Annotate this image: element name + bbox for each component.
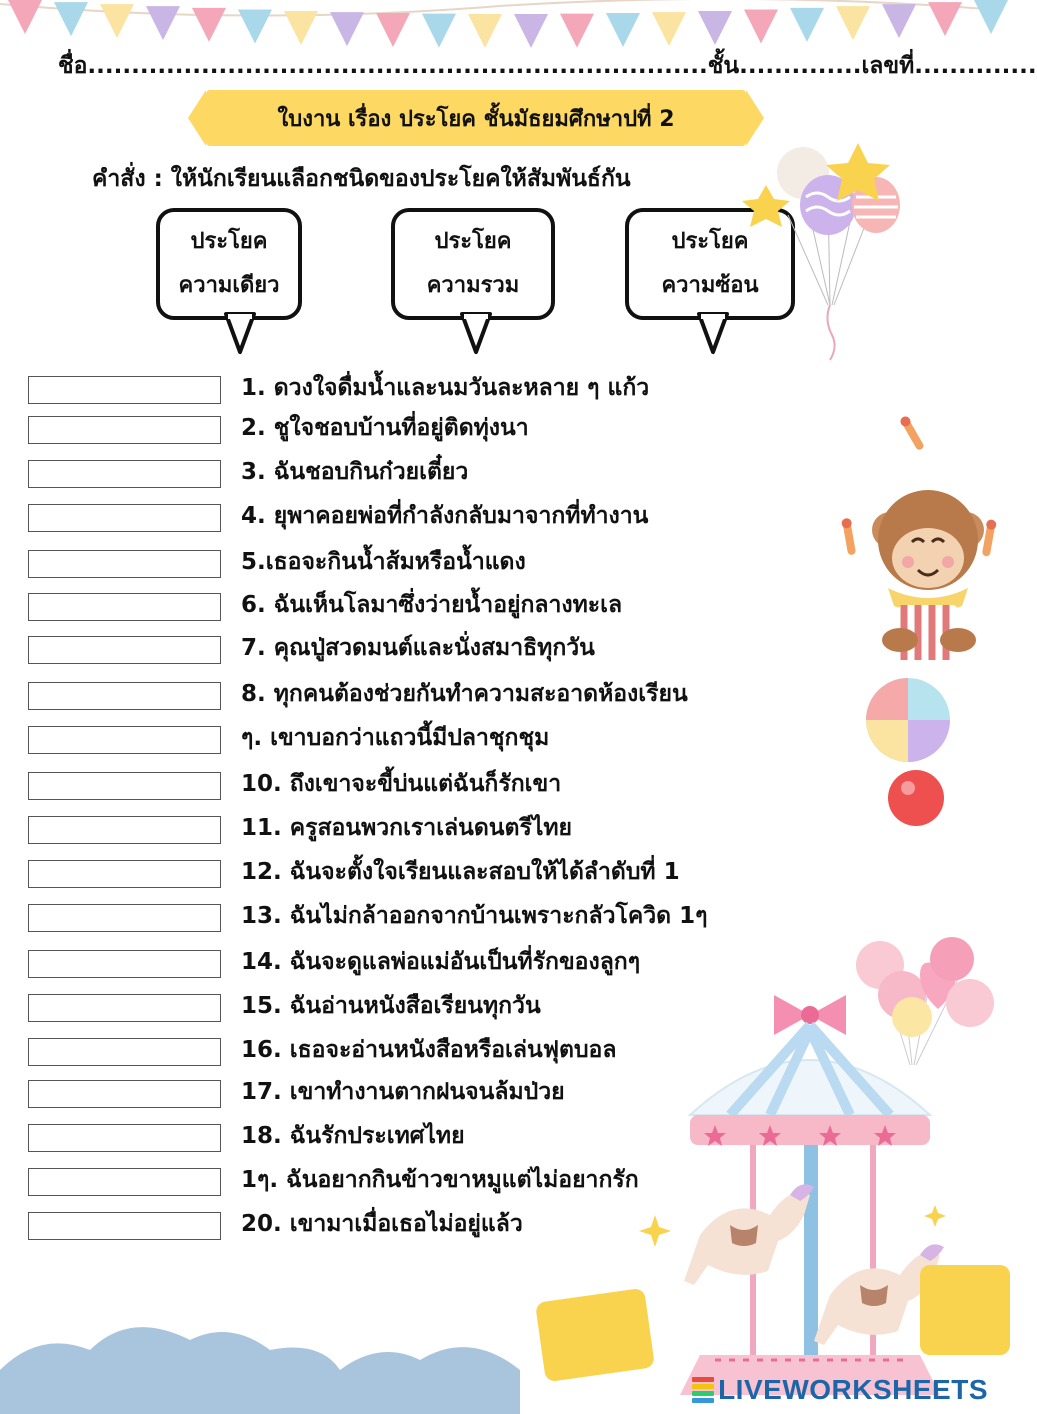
student-info-line <box>58 48 1037 88</box>
answer-dropzone[interactable] <box>28 682 221 710</box>
answer-dropzone[interactable] <box>28 416 221 444</box>
question-text: 5.เธอจะกินน้ำส้มหรือน้ำแดง <box>241 549 526 575</box>
name-field[interactable]: ชื่อ....................................................................... <box>58 53 708 79</box>
bunting-flag <box>560 14 594 48</box>
question-text: 17. เขาทำงานตากฝนจนล้มป่วย <box>241 1079 565 1105</box>
bunting-flag <box>928 2 962 36</box>
answer-dropzone[interactable] <box>28 593 221 621</box>
bunting-flag <box>514 14 548 48</box>
question-text: 4. ยุพาคอยพ่อที่กำลังกลับมาจากที่ทำงาน <box>241 503 649 529</box>
class-field[interactable]: ชั้น.............. <box>707 53 862 79</box>
question-text: 6. ฉันเห็นโลมาซึ่งว่ายน้ำอยู่กลางทะเล <box>241 592 623 618</box>
question-text: 18. ฉันรักประเทศไทย <box>241 1123 465 1149</box>
answer-dropzone[interactable] <box>28 1212 221 1240</box>
answer-dropzone[interactable] <box>28 1080 221 1108</box>
bubble-line2: ความรวม <box>426 273 520 298</box>
bunting-flag <box>376 13 410 47</box>
title-banner <box>206 90 746 146</box>
bunting-flag <box>606 13 640 47</box>
bubble-tail-icon <box>224 314 258 356</box>
bunting-flag <box>790 8 824 42</box>
number-field[interactable]: เลขที่.............. <box>861 53 1037 79</box>
answer-dropzone[interactable] <box>28 504 221 532</box>
sentence-type-compound[interactable] <box>391 208 555 320</box>
bubble-line1: ประโยค <box>434 229 512 254</box>
answer-dropzone[interactable] <box>28 376 221 404</box>
bunting-flag <box>192 8 226 42</box>
bunting-flag <box>8 0 42 34</box>
bubble-line2: ความเดียว <box>178 273 280 298</box>
bubble-line1: ประโยค <box>671 229 749 254</box>
question-text: 20. เขามาเมื่อเธอไม่อยู่แล้ว <box>241 1211 523 1237</box>
bunting-flag <box>422 14 456 48</box>
bunting-flag <box>744 10 778 44</box>
question-text: 10. ถึงเขาจะขี้บ่นแต่ฉันก็รักเขา <box>241 771 562 797</box>
bunting-flag <box>284 11 318 45</box>
answer-dropzone[interactable] <box>28 1038 221 1066</box>
bunting-flag <box>974 0 1008 34</box>
question-text: 2. ชูใจชอบบ้านที่อยู่ติดทุ่งนา <box>241 415 529 441</box>
question-text: 15. ฉันอ่านหนังสือเรียนทุกวัน <box>241 993 541 1019</box>
bunting-flag <box>468 14 502 48</box>
instruction-text: คำสั่ง : ให้นักเรียนแลือกชนิดของประโยคให้สัมพันธ์กัน <box>92 166 631 192</box>
question-text: 11. ครูสอนพวกเราเล่นดนตรีไทย <box>241 815 573 841</box>
question-text: 7. คุณปู่สวดมนต์และนั่งสมาธิทุกวัน <box>241 635 595 661</box>
balloons-icon <box>748 135 908 360</box>
answer-dropzone[interactable] <box>28 994 221 1022</box>
question-text: 1. ดวงใจดื่มน้ำและนมวันละหลาย ๆ แก้ว <box>241 375 650 401</box>
answer-dropzone[interactable] <box>28 1124 221 1152</box>
bunting-flag <box>330 12 364 46</box>
bunting-flag <box>100 4 134 38</box>
question-text: 12. ฉันจะตั้งใจเรียนและสอบให้ได้ลำดับที่ 1 <box>241 859 680 885</box>
bunting-flag <box>146 6 180 40</box>
answer-dropzone[interactable] <box>28 904 221 932</box>
watermark-text: LIVEWORKSHEETS <box>718 1374 988 1405</box>
answer-dropzone[interactable] <box>28 950 221 978</box>
bunting-flag <box>238 10 272 44</box>
answer-dropzone[interactable] <box>28 860 221 888</box>
question-text: 13. ฉันไม่กล้าออกจากบ้านเพราะกลัวโควิด 1ๆ <box>241 903 708 929</box>
answer-dropzone[interactable] <box>28 636 221 664</box>
bunting-flag <box>698 11 732 45</box>
worksheet-title: ใบงาน เรื่อง ประโยค ชั้นมัธยมศึกษาปที่ 2 <box>277 106 675 132</box>
answer-dropzone[interactable] <box>28 550 221 578</box>
bunting-flag <box>652 12 686 46</box>
answer-dropzone[interactable] <box>28 726 221 754</box>
bunting-flag <box>882 4 916 38</box>
liveworksheets-logo-icon <box>692 1377 714 1403</box>
bunting-flag <box>54 2 88 36</box>
bubble-tail-icon <box>460 314 494 356</box>
answer-dropzone[interactable] <box>28 816 221 844</box>
sentence-type-simple[interactable] <box>156 208 302 320</box>
question-text: 3. ฉันชอบกินก๋วยเตี๋ยว <box>241 459 469 485</box>
question-text: ๆ. เขาบอกว่าแถวนี้มีปลาชุกชุม <box>241 725 550 751</box>
bunting-flag <box>836 6 870 40</box>
question-text: 14. ฉันจะดูแลพ่อแม่อันเป็นที่รักของลูกๆ <box>241 949 641 975</box>
answer-dropzone[interactable] <box>28 1168 221 1196</box>
liveworksheets-watermark[interactable] <box>692 1374 988 1406</box>
question-text: 8. ทุกคนต้องช่วยกันทำความสะอาดห้องเรียน <box>241 681 688 707</box>
bubble-line1: ประโยค <box>190 229 268 254</box>
bubble-line2: ความซ้อน <box>661 273 759 298</box>
question-text: 1ๆ. ฉันอยากกินข้าวขาหมูแต่ไม่อยากรัก <box>241 1167 639 1193</box>
answer-dropzone[interactable] <box>28 460 221 488</box>
circus-monkey-icon <box>838 410 1000 830</box>
question-text: 16. เธอจะอ่านหนังสือหรือเล่นฟุตบอล <box>241 1037 617 1063</box>
bubble-tail-icon <box>697 314 731 356</box>
answer-dropzone[interactable] <box>28 772 221 800</box>
